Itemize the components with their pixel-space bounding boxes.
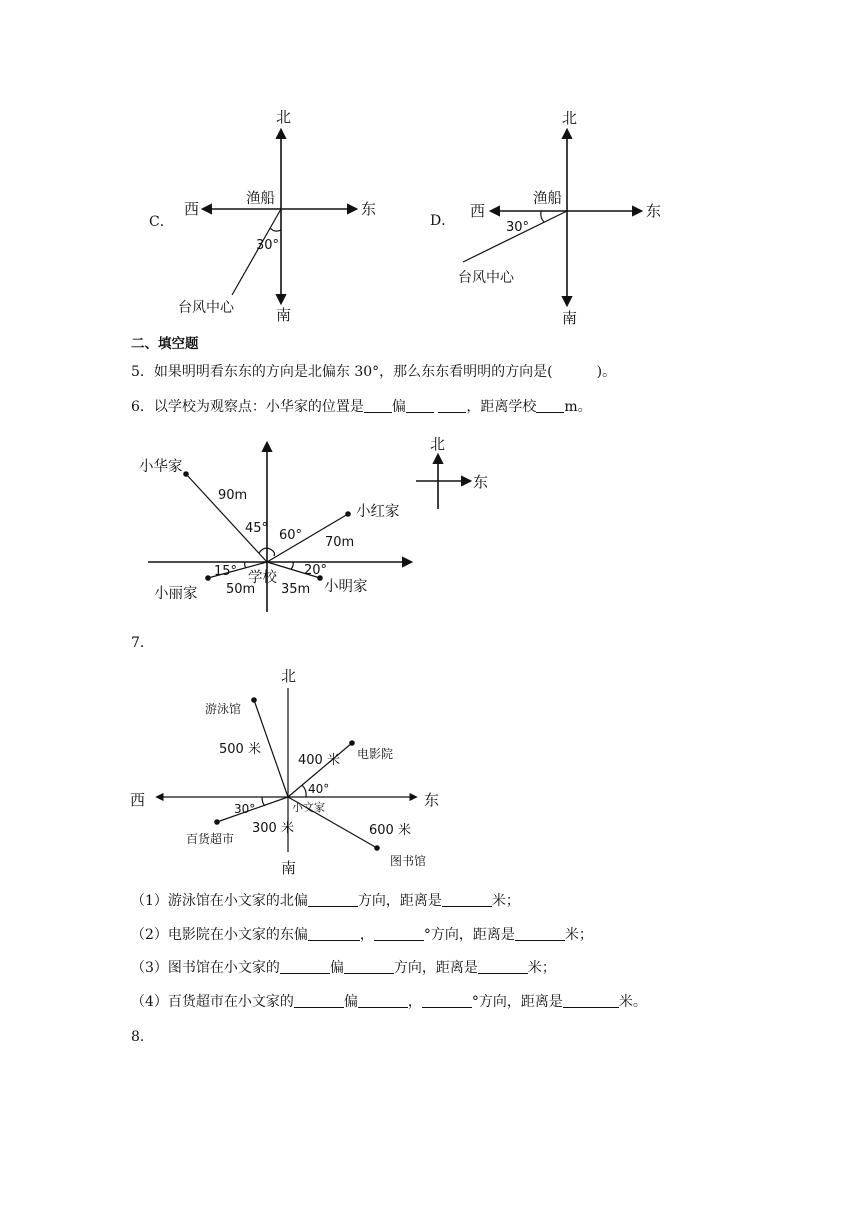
q7-point-library xyxy=(374,845,380,851)
q6-blank-3[interactable] xyxy=(438,398,466,413)
d-east-label: 东 xyxy=(646,202,662,220)
q7-library-distance: 600 米 xyxy=(369,823,411,838)
q7-s4-blank-1[interactable] xyxy=(294,993,344,1008)
c-target-label: 台风中心 xyxy=(178,300,234,316)
q6-point-xiaoli xyxy=(205,575,211,581)
q7-cinema-distance: 400 米 xyxy=(298,753,340,768)
c-north-label: 北 xyxy=(276,108,292,126)
option-c-diagram xyxy=(178,108,376,324)
q7-s3-blank-2[interactable] xyxy=(344,959,394,974)
q7-center-label: 小文家 xyxy=(292,801,325,814)
option-d-letter: D． xyxy=(430,213,456,229)
q6-angle-arc-right xyxy=(291,562,293,569)
q7-market-distance: 300 米 xyxy=(252,821,294,836)
q7-s3-text-c: 方向，距离是 xyxy=(393,960,478,976)
q6-blank-1[interactable] xyxy=(364,398,392,413)
q7-cinema-angle: 40° xyxy=(308,782,330,796)
q7-s2-text-c: °方向，距离是 xyxy=(423,927,515,943)
q6-text-4: m。 xyxy=(564,399,592,415)
q7-s1-blank-1[interactable] xyxy=(308,892,358,907)
d-south-label: 南 xyxy=(562,309,578,327)
q7-point-cinema xyxy=(349,740,355,746)
q7-s2-blank-3[interactable] xyxy=(515,926,565,941)
c-east-label: 东 xyxy=(361,200,377,218)
q7-sub-3 xyxy=(131,957,556,977)
q7-s4-blank-2[interactable] xyxy=(358,993,408,1008)
q7-s1-blank-2[interactable] xyxy=(442,892,492,907)
q6-diagram xyxy=(139,435,488,612)
q7-s2-text-b: ， xyxy=(359,927,374,943)
q7-s4-blank-4[interactable] xyxy=(563,993,619,1008)
q6-compass-east-label: 东 xyxy=(473,473,489,491)
q6-text-1: 6．以学校为观察点：小华家的位置是 xyxy=(131,399,364,415)
q7-pool-distance: 500 米 xyxy=(219,742,261,757)
q7-sub-1 xyxy=(131,890,520,910)
q6-xiaohua-label: 小华家 xyxy=(139,459,183,475)
c-angle-label: 30° xyxy=(256,238,280,253)
q7-library-label: 图书馆 xyxy=(390,854,427,868)
d-target-label: 台风中心 xyxy=(458,270,514,286)
q7-s3-text-b: 偏 xyxy=(329,960,344,976)
c-west-label: 西 xyxy=(184,200,200,218)
q6-point-xiaohua xyxy=(183,471,189,477)
q6-xiaoli-distance: 50m xyxy=(226,582,256,597)
q6-compass-north-label: 北 xyxy=(430,435,446,453)
q7-west-label: 西 xyxy=(130,791,146,809)
q6-xiaoli-label: 小丽家 xyxy=(154,586,198,602)
q5-text: 5．如果明明看东东的方向是北偏东 30°，那么东东看明明的方向是( xyxy=(131,364,553,380)
c-south-label: 南 xyxy=(276,306,292,324)
q6-xiaoming-label: 小明家 xyxy=(324,579,368,595)
q5-close: )。 xyxy=(596,364,617,380)
q7-market-angle: 30° xyxy=(234,802,256,816)
question-6 xyxy=(131,396,592,416)
q7-s4-text-c: ， xyxy=(407,994,422,1010)
q7-pool-label: 游泳馆 xyxy=(205,702,242,716)
question-8-number: 8． xyxy=(131,1029,154,1045)
q7-s3-text-a: （3）图书馆在小文家的 xyxy=(131,960,280,976)
q6-text-3: ，距离学校 xyxy=(466,399,537,415)
q6-point-xiaohong xyxy=(345,511,351,517)
d-angle-label: 30° xyxy=(506,220,530,235)
option-d-diagram xyxy=(458,109,661,327)
q6-angle-60: 60° xyxy=(279,528,303,543)
q6-blank-4[interactable] xyxy=(536,398,564,413)
q6-angle-15: 15° xyxy=(214,564,238,579)
q6-text-2: 偏 xyxy=(391,399,406,415)
q7-s2-blank-1[interactable] xyxy=(308,926,360,941)
q6-xiaohua-distance: 90m xyxy=(218,488,248,503)
q6-angle-20: 20° xyxy=(304,563,328,578)
q7-angle-arc-cinema xyxy=(302,785,306,797)
q6-school-label: 学校 xyxy=(248,570,277,586)
q7-s1-text-a: （1）游泳馆在小文家的北偏 xyxy=(131,893,308,909)
q7-s1-text-c: 米； xyxy=(491,893,520,909)
q6-blank-2[interactable] xyxy=(406,398,434,413)
option-c-letter: C． xyxy=(149,214,174,230)
q7-north-label: 北 xyxy=(281,667,297,685)
q7-cinema-label: 电影院 xyxy=(357,747,394,761)
q7-s4-blank-3[interactable] xyxy=(422,993,472,1008)
q7-s3-blank-1[interactable] xyxy=(280,959,330,974)
q6-xiaohong-distance: 70m xyxy=(325,535,355,550)
q6-xiaohong-label: 小红家 xyxy=(356,504,400,520)
q7-market-label: 百货超市 xyxy=(186,832,235,846)
q6-angle-45: 45° xyxy=(245,521,269,536)
q7-south-label: 南 xyxy=(281,859,297,877)
q6-xiaoming-distance: 35m xyxy=(281,582,311,597)
q7-point-market xyxy=(214,819,220,825)
question-5 xyxy=(131,361,616,381)
q7-s3-text-d: 米； xyxy=(527,960,556,976)
q7-s4-text-b: 偏 xyxy=(343,994,358,1010)
question-7-number: 7． xyxy=(131,635,154,651)
q7-sub-2 xyxy=(131,924,593,944)
d-angle-arc xyxy=(541,211,544,222)
c-angle-arc xyxy=(270,228,281,231)
q7-s4-text-d: °方向，距离是 xyxy=(471,994,563,1010)
q7-s2-text-d: 米； xyxy=(564,927,593,943)
d-center-label: 渔船 xyxy=(533,191,562,207)
q7-sub-4 xyxy=(131,991,647,1011)
section-heading: 二、填空题 xyxy=(131,336,199,352)
c-center-label: 渔船 xyxy=(246,191,275,207)
q7-s1-text-b: 方向，距离是 xyxy=(357,893,442,909)
d-west-label: 西 xyxy=(470,202,486,220)
q7-s4-text-a: （4）百货超市在小文家的 xyxy=(131,994,294,1010)
q7-diagram xyxy=(130,667,439,877)
d-north-label: 北 xyxy=(562,109,578,127)
q7-east-label: 东 xyxy=(424,791,440,809)
q7-angle-arc-market xyxy=(262,797,265,806)
q6-compass xyxy=(416,435,488,509)
q6-angle-arc-left xyxy=(245,562,246,568)
q7-point-pool xyxy=(251,697,257,703)
q7-s2-text-a: （2）电影院在小文家的东偏 xyxy=(131,927,308,943)
q7-s2-blank-2[interactable] xyxy=(374,926,424,941)
q7-s3-blank-3[interactable] xyxy=(478,959,528,974)
q7-s4-text-e: 米。 xyxy=(618,994,647,1010)
